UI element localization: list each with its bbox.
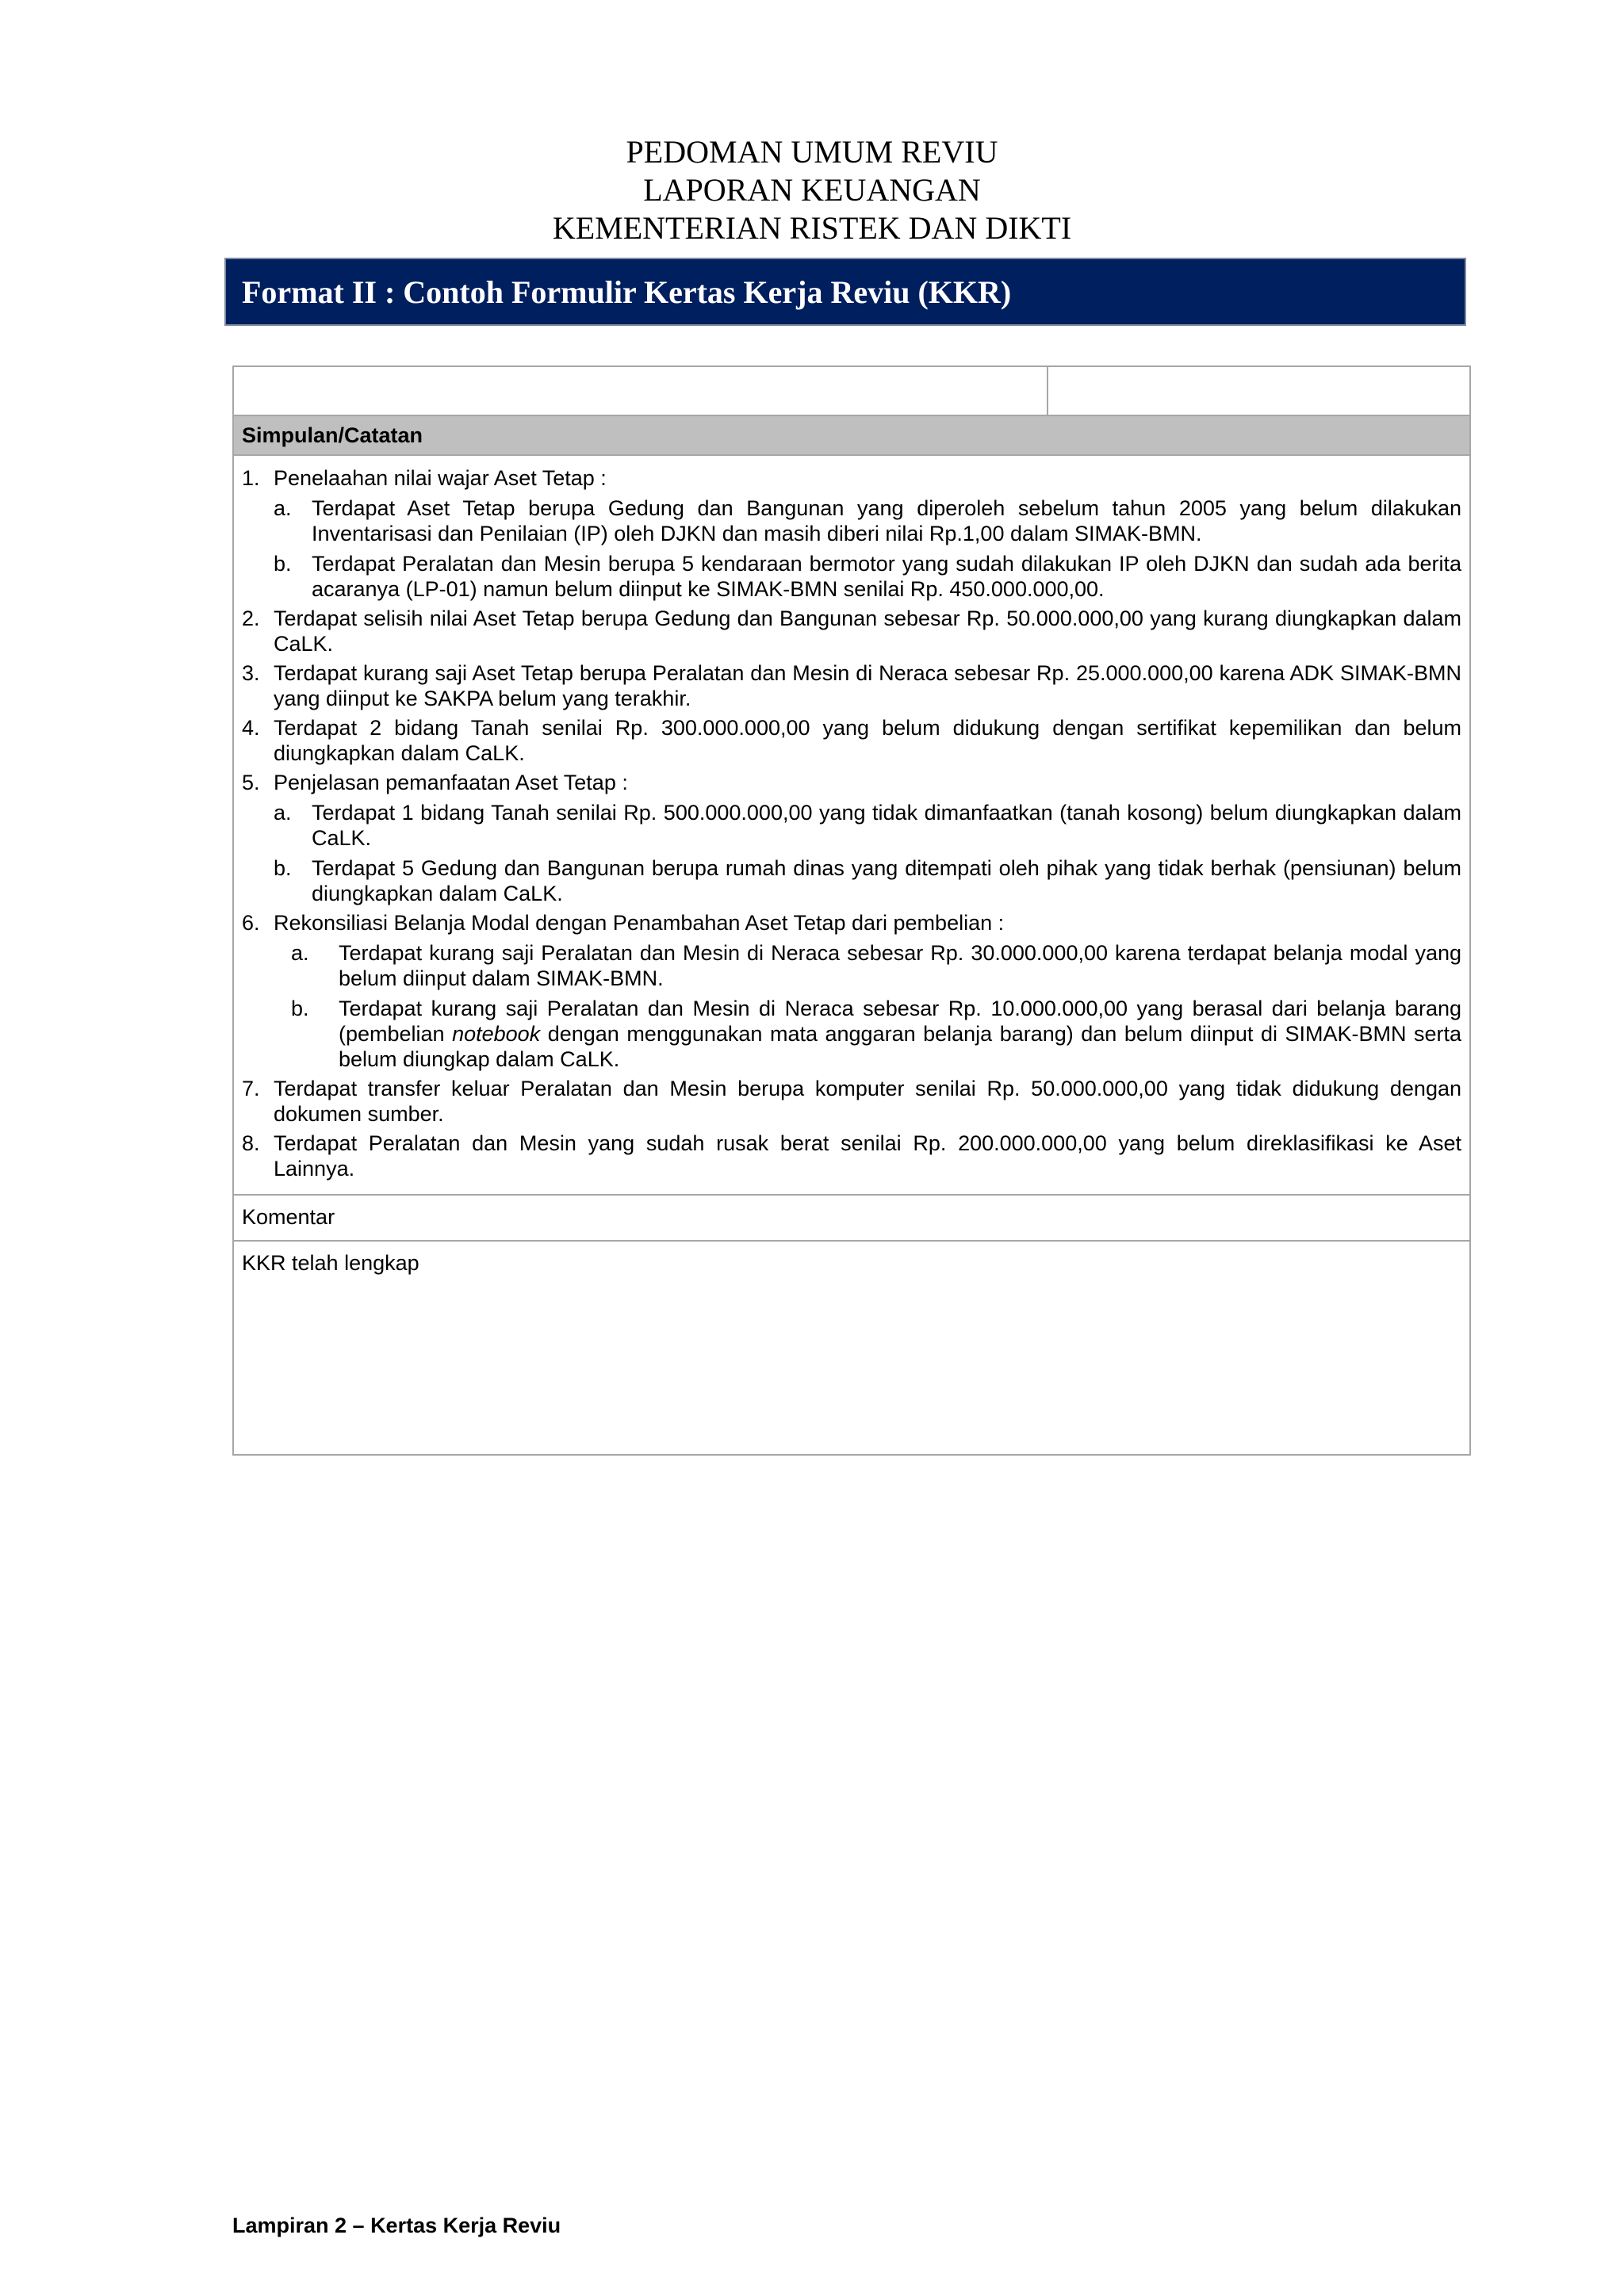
sub-item-text-pre: Terdapat kurang saji Peralatan dan Mesin di Neraca sebesar Rp. 10.000.000,00 yang berasal dari belanja barang (pembelian	[339, 997, 1461, 1046]
sub-item-text	[339, 996, 1461, 1072]
sub-item	[242, 855, 1461, 906]
komentar-text: KKR telah lengkap	[242, 1251, 419, 1275]
sub-item-text: Terdapat 5 Gedung dan Bangunan berupa rumah dinas yang ditempati oleh pihak yang tidak berhak (pensiunan) belum diungkapkan dalam CaLK.	[312, 856, 1461, 905]
header-line-1: PEDOMAN UMUM REVIU	[626, 134, 998, 170]
item-text: Terdapat selisih nilai Aset Tetap berupa Gedung dan Bangunan sebesar Rp. 50.000.000,00 yang kurang diungkapkan dalam CaLK.	[274, 607, 1461, 656]
item-number: 1.	[242, 466, 260, 490]
table-top-row	[234, 367, 1469, 416]
sub-item	[242, 496, 1461, 546]
list-item	[242, 770, 1461, 795]
list-item	[242, 660, 1461, 711]
item-text: Rekonsiliasi Belanja Modal dengan Penambahan Aset Tetap dari pembelian :	[274, 911, 1005, 935]
sub-item	[242, 551, 1461, 602]
header-line-2: LAPORAN KEUANGAN	[643, 172, 981, 208]
list-item	[242, 910, 1461, 936]
sub-item-text-emphasis: notebook	[452, 1022, 541, 1046]
sub-item-letter: a.	[291, 941, 309, 965]
item-number: 8.	[242, 1131, 260, 1155]
sub-item-text: Terdapat 1 bidang Tanah senilai Rp. 500.000.000,00 yang tidak dimanfaatkan (tanah kosong) belum diungkapkan dalam CaLK.	[312, 801, 1461, 850]
sub-item	[242, 800, 1461, 851]
sub-item	[242, 996, 1461, 1072]
table-top-cell-right	[1048, 367, 1469, 415]
item-number: 2.	[242, 607, 260, 630]
list-item	[242, 1076, 1461, 1127]
document-header	[0, 133, 1624, 247]
sub-item-text-post: dengan menggunakan mata anggaran belanja barang) dan belum diinput di SIMAK-BMN serta belum diungkap dalam CaLK.	[339, 1022, 1462, 1071]
sub-item-text: Terdapat Aset Tetap berupa Gedung dan Bangunan yang diperoleh sebelum tahun 2005 yang belum dilakukan Inventarisasi dan Penilaian (IP) oleh DJKN dan masih diberi nilai Rp.1,00 dalam SIMAK-BMN.	[312, 496, 1461, 545]
item-number: 5.	[242, 771, 260, 794]
item-text: Penelaahan nilai wajar Aset Tetap :	[274, 466, 607, 490]
item-text: Terdapat transfer keluar Peralatan dan Mesin berupa komputer senilai Rp. 50.000.000,00 yang tidak didukung dengan dokumen sumber.	[274, 1077, 1461, 1126]
section-heading: Simpulan/Catatan	[234, 416, 1469, 456]
page-footer: Lampiran 2 – Kertas Kerja Reviu	[232, 2214, 561, 2237]
sub-item-letter: b.	[274, 552, 292, 576]
sub-item-text: Terdapat kurang saji Peralatan dan Mesin di Neraca sebesar Rp. 30.000.000,00 karena terdapat belanja modal yang belum diinput dalam SIMAK-BMN.	[339, 941, 1461, 990]
sub-item-text: Terdapat Peralatan dan Mesin berupa 5 kendaraan bermotor yang sudah dilakukan IP oleh DJKN dan sudah ada berita acaranya (LP-01) namun belum diinput ke SIMAK-BMN senilai Rp. 450.000.000,00.	[312, 552, 1461, 601]
sub-item-letter: b.	[291, 997, 309, 1020]
list-item	[242, 1131, 1461, 1181]
format-banner	[224, 258, 1466, 326]
item-number: 3.	[242, 661, 260, 685]
conclusions-content	[234, 456, 1469, 1196]
sub-item	[242, 940, 1461, 991]
item-number: 6.	[242, 911, 260, 935]
kkr-table	[232, 365, 1471, 1456]
list-item	[242, 606, 1461, 656]
item-text: Terdapat Peralatan dan Mesin yang sudah rusak berat senilai Rp. 200.000.000,00 yang belum direklasifikasi ke Aset Lainnya.	[274, 1131, 1461, 1181]
item-text: Terdapat kurang saji Aset Tetap berupa Peralatan dan Mesin di Neraca sebesar Rp. 25.000.000,00 karena ADK SIMAK-BMN yang diinput ke SAKPA belum yang terakhir.	[274, 661, 1461, 710]
item-number: 4.	[242, 716, 260, 740]
sub-item-letter: a.	[274, 496, 292, 520]
format-title: Format II : Contoh Formulir Kertas Kerja Reviu (KKR)	[242, 274, 1012, 310]
sub-item-letter: b.	[274, 856, 292, 880]
table-top-cell-left	[234, 367, 1048, 415]
item-number: 7.	[242, 1077, 260, 1100]
header-line-3: KEMENTERIAN RISTEK DAN DIKTI	[552, 210, 1072, 246]
item-text: Penjelasan pemanfaatan Aset Tetap :	[274, 771, 628, 794]
komentar-label: Komentar	[234, 1196, 1469, 1242]
sub-item-letter: a.	[274, 801, 292, 825]
list-item	[242, 715, 1461, 766]
item-text: Terdapat 2 bidang Tanah senilai Rp. 300.000.000,00 yang belum didukung dengan sertifikat kepemilikan dan belum diungkapkan dalam CaLK.	[274, 716, 1461, 765]
komentar-body	[234, 1242, 1469, 1454]
list-item	[242, 465, 1461, 491]
